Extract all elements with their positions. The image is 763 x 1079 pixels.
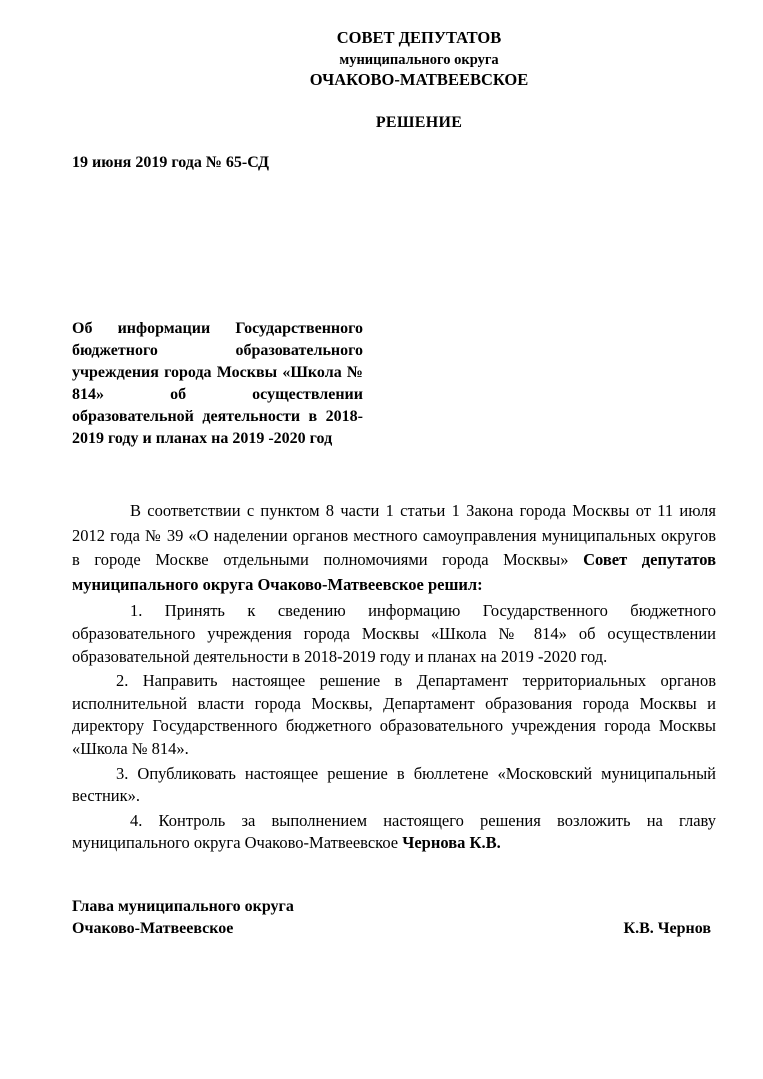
preamble-resolution: Совет депутатов муниципального округа Очаково-Матвеевское решил: — [72, 550, 716, 594]
signatory-name: К.В. Чернов — [623, 920, 711, 937]
decision-item-4 — [72, 810, 716, 855]
decision-body — [72, 499, 716, 855]
district-name: ОЧАКОВО-МАТВЕЕВСКОЕ — [309, 70, 529, 89]
decision-subject: Об информации Государственного бюджетного образовательного учреждения города Москвы «Школа № 814» об осуществлении образовательной деятельности в 2018-2019 году и планах на 2019 -2020 год — [72, 320, 363, 447]
decision-item-3: 3. Опубликовать настоящее решение в бюллетене «Московский муниципальный вестник». — [72, 763, 716, 806]
council-title: СОВЕТ ДЕПУТАТОВ — [336, 28, 502, 47]
date-and-number: 19 июня 2019 года № 65-СД — [72, 154, 269, 171]
decision-item-1: 1. Принять к сведению информацию Государственного бюджетного образовательного учреждения города Москвы «Школа № 814» об осуществлении образовательной деятельности в 2018-2019 году и планах на 2019 -2020 год. — [72, 601, 716, 666]
preamble-paragraph — [72, 499, 716, 597]
signatory-title-line-2: Очаково-Матвеевское — [72, 920, 234, 937]
item-4-text: 4. Контроль за выполнением настоящего решения возложить на главу муниципального округа Очаково-Матвеевское — [72, 810, 716, 853]
item-4-responsible: Чернова К.В. — [402, 833, 501, 853]
document-type-title: РЕШЕНИЕ — [375, 114, 463, 131]
municipal-district-label: муниципального округа — [339, 52, 499, 68]
signatory-title-line-1: Глава муниципального округа — [72, 898, 294, 915]
signatory-title — [72, 896, 294, 940]
decision-item-2: 2. Направить настоящее решение в Департамент территориальных органов исполнительной власти города Москвы, Департамент образования города Москвы и директору Государственного бюджетного образовательного учреждения города Москвы «Школа № 814». — [72, 671, 716, 758]
preamble-text: В соответствии с пунктом 8 части 1 статьи 1 Закона города Москвы от 11 июля 2012 года № 39 «О наделении органов местного самоуправления муниципальных округов в городе Москве отдельными полномочиями города Москвы» — [72, 501, 716, 570]
